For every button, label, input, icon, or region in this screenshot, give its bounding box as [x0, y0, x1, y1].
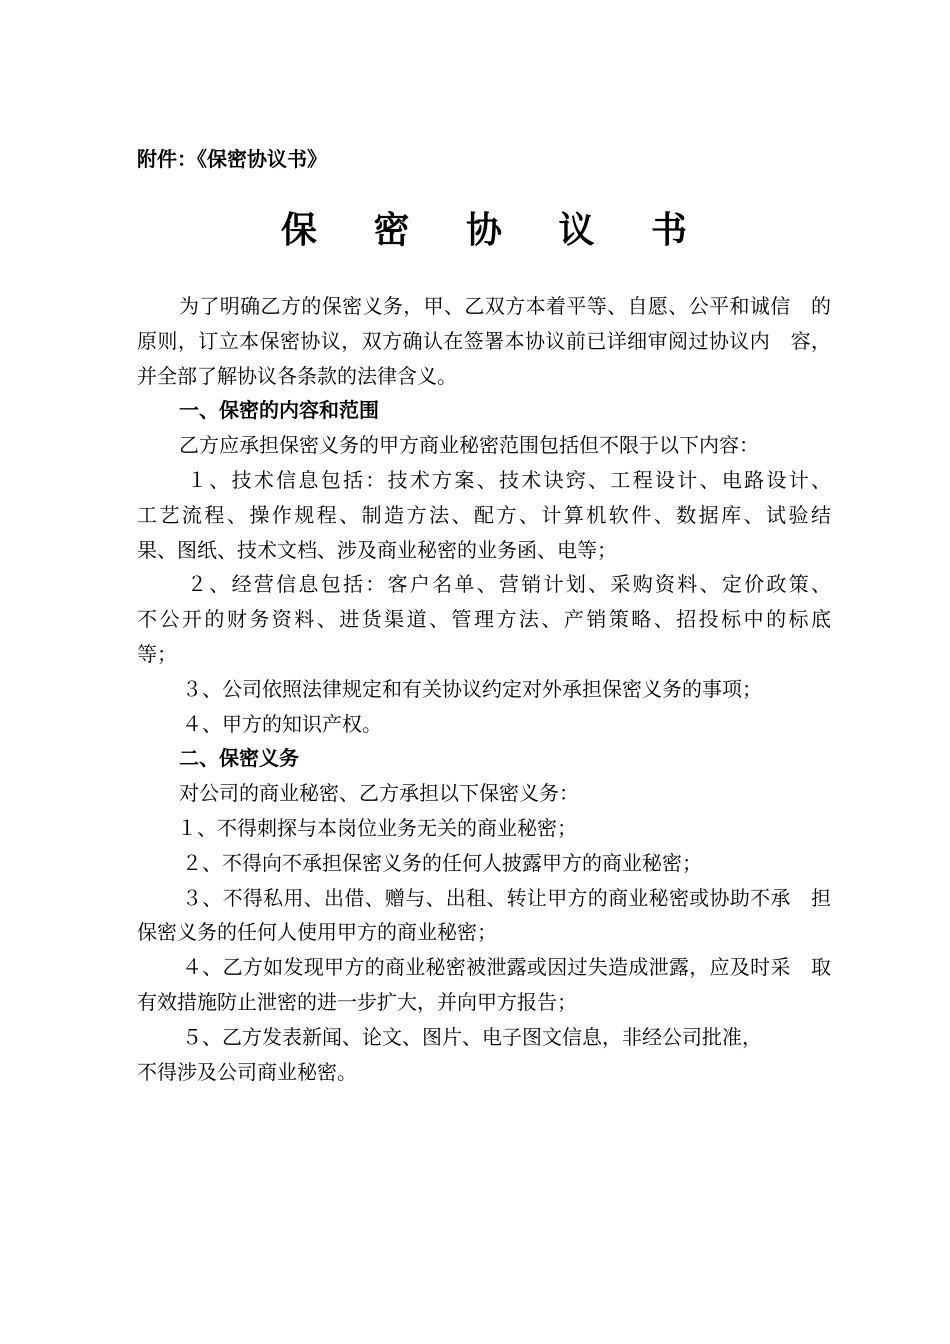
- section2-item5-line: ５、乙方发表新闻、论文、图片、电子图文信息，非经公司批准，: [182, 1024, 762, 1049]
- section2-item4-line: ４、乙方如发现甲方的商业秘密被泄露或因过失造成泄露，应及时采 取: [182, 955, 831, 980]
- intro-line: 为了明确乙方的保密义务，甲、乙双方本着平等、自愿、公平和诚信 的: [179, 294, 831, 318]
- document-body: [137, 289, 831, 1089]
- section-heading-scope: 一、保密的内容和范围: [179, 398, 379, 423]
- section2-item2: ２、不得向不承担保密义务的任何人披露甲方的商业秘密；: [182, 850, 702, 875]
- section1-item3: ３、公司依照法律规定和有关协议约定对外承担保密义务的事项；: [182, 676, 762, 701]
- section1-item1-line: 工艺流程、操作规程、制造方法、配方、计算机软件、数据库、试验结: [137, 502, 831, 527]
- section2-item5-line: 不得涉及公司商业秘密。: [137, 1059, 357, 1084]
- section1-lead: 乙方应承担保密义务的甲方商业秘密范围包括但不限于以下内容：: [179, 433, 759, 458]
- section2-lead: 对公司的商业秘密、乙方承担以下保密义务：: [179, 781, 579, 806]
- intro-line: 原则，订立本保密协议，双方确认在签署本协议前已详细审阅过协议内 容，: [137, 328, 831, 353]
- section2-item4-line: 有效措施防止泄密的进一步扩大，并向甲方报告；: [137, 989, 577, 1014]
- section1-item2-line: 等；: [137, 641, 177, 666]
- section1-item2-line: 不公开的财务资料、进货渠道、管理方法、产销策略、招投标中的标底: [137, 607, 831, 632]
- section1-item1-line: １、技术信息包括：技术方案、技术诀窍、工程设计、电路设计、: [187, 467, 831, 492]
- document-title: 保 密 协 议 书: [280, 210, 710, 251]
- intro-line: 并全部了解协议各条款的法律含义。: [137, 363, 457, 388]
- section1-item4: ４、甲方的知识产权。: [182, 711, 382, 736]
- section1-item2-line: ２、经营信息包括：客户名单、营销计划、采购资料、定价政策、: [187, 572, 831, 597]
- section2-item3-line: 保密义务的任何人使用甲方的商业秘密；: [137, 920, 497, 945]
- section1-item1-line: 果、图纸、技术文档、涉及商业秘密的业务函、电等；: [137, 537, 617, 562]
- section-heading-obligations: 二、保密义务: [179, 746, 299, 771]
- section2-item3-line: ３、不得私用、出借、赠与、出租、转让甲方的商业秘密或协助不承 担: [182, 885, 831, 910]
- attachment-label: 附件：《保密协议书》: [137, 147, 327, 171]
- section2-item1: １、不得刺探与本岗位业务无关的商业秘密；: [177, 815, 577, 840]
